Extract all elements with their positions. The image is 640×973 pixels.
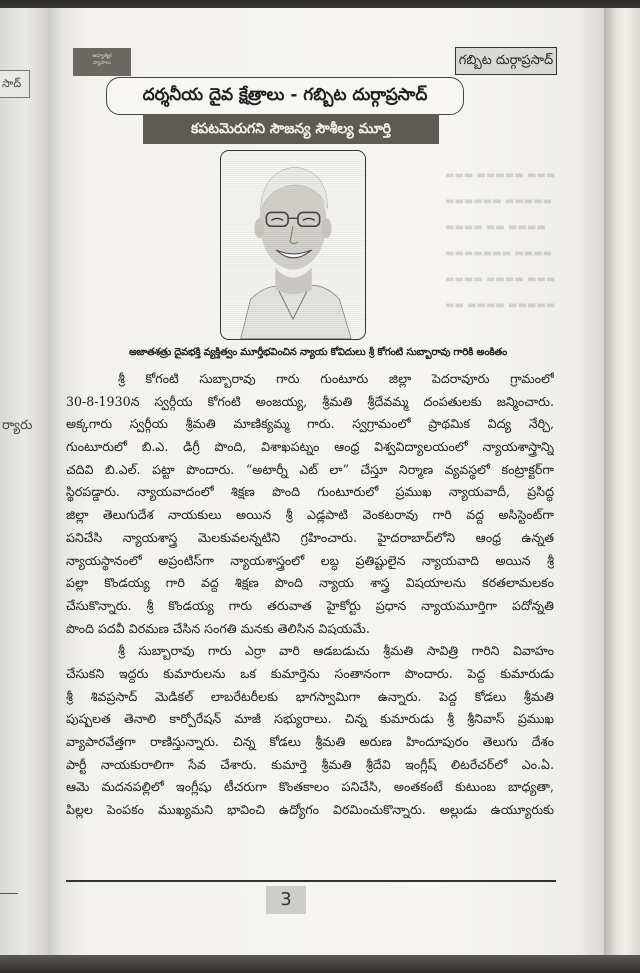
text-line: చేసుకని ఇద్దరు కుమారులను ఒక కుమార్తెను సంతానంగా పొందారు. పెద్ద కుమారుడు <box>66 665 554 681</box>
text-line: చదివి బి.ఎల్. పట్టా పొందారు. “అటార్నీ ఎట్ లా” చేస్తూ నిర్మాణ వ్యవస్థలో కంట్రాక్టర్‌గా <box>66 461 554 477</box>
text-line: శ్రీ కోగంటి సుబ్బారావు గారు గుంటూరు జిల్లా పెదరావూరు గ్రామంలో <box>118 371 554 386</box>
text-line: పొంది పదవీ విరమణ చేసిన సంగతి మనకు తెలిసిన విషయమే. <box>66 620 370 636</box>
bleed-through-text: ▬▬▬ ▬▬▬▬▬ ▬▬▬ <box>445 170 556 181</box>
text-line: పల్లా కొండయ్య గారి వద్ద శిక్షణ పొంది న్యాయ శాస్త్ర విషయాలను కరతలామలకం <box>66 575 554 591</box>
paragraph <box>66 640 554 822</box>
section-tag <box>73 48 131 76</box>
bleed-through-text: ▬▬▬▬▬▬ ▬▬▬▬▬ <box>445 196 553 207</box>
left-page-author-tab-fragment: సాద్ <box>0 70 30 98</box>
page-title: దర్శనీయ దైవ క్షేత్రాలు - గబ్బిట దుర్గాప్రసాద్ <box>106 77 464 115</box>
text-line: 30-8-1930న స్వర్గీయ కోగంటి అంజయ్య, శ్రీమతి శ్రీదేవమ్మ దంపతులకు జన్మించారు. <box>66 393 554 409</box>
text-line: శ్రీ సుబ్బారావు గారు ఎర్రా వారి ఆడబడుచు శ్రీమతి సావిత్రి గారిని వివాహం <box>118 643 554 659</box>
text-line: అక్కగారు స్వర్గీయ శ్రీమతి మాణిక్యమ్మ గారు. స్వగ్రామంలో ప్రాథమిక విద్య నేర్చి, <box>66 416 554 432</box>
text-line: పుష్పలత తెనాలి కార్పోరేషన్ మాజీ సభ్యురాలు. చిన్న కుమారుడు శ్రీ శ్రీనివాస్ ప్రముఖ <box>66 711 554 727</box>
bleed-through-text: ▬▬▬▬ ▬▬ ▬▬▬▬ <box>445 222 546 233</box>
section-tag-line: వ్యాసాలు <box>93 60 111 66</box>
portrait-photo <box>220 150 366 340</box>
scanner-bottom-shadow <box>0 955 640 973</box>
bleed-through-text: ▬▬▬▬ ▬▬▬▬ ▬▬▬ <box>445 274 556 285</box>
text-line: వ్యాపారవేత్తగా రాణిస్తున్నారు. చిన్న కోడలు శ్రీమతి అరుణ హిందూపురం తెలుగు దేశం <box>66 734 554 749</box>
footer-rule <box>66 880 556 882</box>
text-line: గుంటూరులో బి.ఎ. డిగ్రీ పొంది, విశాఖపట్నం ఆంధ్ర విశ్వవిద్యాలయంలో న్యాయశాస్త్రాన్ని <box>66 439 554 455</box>
bleed-through-text: ▬▬▬▬▬▬▬ ▬▬▬▬ <box>445 248 553 259</box>
bleed-through-text: ▬▬ ▬▬▬▬ ▬▬▬▬▬ <box>445 300 556 311</box>
right-page-edge <box>604 8 640 956</box>
text-line: న్యాయస్థానంలో అప్రంటిస్‌గా న్యాయశాస్త్రంలో లబ్ధ ప్రతిష్టులైన న్యాయవాది అయిన శ్రీ <box>66 552 554 568</box>
running-header-author: గబ్బిట దుర్గాప్రసాద్ <box>455 47 557 75</box>
page-subtitle-banner: కపటమెరుగని సౌజన్య సౌశీల్య మూర్తి <box>143 114 439 144</box>
text-line: పిల్లల పెంపకం ముఖ్యమని భావించి ఉద్యోగం విరమించుకొన్నారు. అల్లుడు ఉయ్యూరుకు <box>66 802 554 818</box>
text-line: శ్రీ శివప్రసాద్ మెడికల్ లాబరేటరీలకు భాగస్వామిగా ఉన్నారు. పెద్ద కోడలు శ్రీమతి <box>66 688 554 704</box>
left-page-text-fragment: ర్యారు <box>2 418 33 433</box>
dedication-caption: అజాతశత్రు దైవభక్తి వ్యక్తిత్వం మూర్తీభవించిన న్యాయ కోవిదులు శ్రీ కోగంటి సుబ్బారావు గారికి అంకితం <box>128 347 507 358</box>
section-tag-line: ఆధ్యాత్మిక <box>92 53 112 59</box>
text-line: స్థిరపడ్డారు. న్యాయవాదంలో శిక్షణ పొంది గుంటూరులో ప్రముఖ న్యాయవాదీ, ప్రసిద్ధ <box>66 484 554 500</box>
left-page-rule <box>0 893 18 894</box>
paragraph <box>66 368 554 640</box>
text-line: పనిచేసి న్యాయశాస్త్ర మెలకువలన్నటిని గ్రహించారు. హైదరాబాద్‌లోని ఆంధ్ర ఉన్నత <box>66 529 554 545</box>
text-line: జిల్లా తెలుగుదేశ నాయకులు అయిన శ్రీ ఎడ్లపాటి వెంకటరావు గారి వద్ద అసిస్టెంట్‌గా <box>66 507 554 523</box>
text-line: ఆమె మదనపల్లిలో ఇంగ్లీషు టీచరుగా కొంతకాలం పనిచేసి, అంతకంటే కుటుంబ బాధ్యతా, <box>66 779 554 795</box>
portrait-illustration-icon <box>221 151 365 339</box>
text-line: చేసుకొన్నారు. శ్రీ కొండయ్య గారు తరువాత హైకోర్టు ప్రధాన న్యాయమూర్తిగా పదోన్నతి <box>66 597 554 613</box>
page-number: 3 <box>266 886 306 914</box>
text-line: పార్టీ నాయకురాలిగా సేవ చేశారు. కుమార్తె శ్రీమతి శ్రీదేవి ఇంగ్లీష్ లిటరేచర్‌లో ఎం.ఏ. <box>66 756 554 772</box>
article-body <box>66 368 554 822</box>
